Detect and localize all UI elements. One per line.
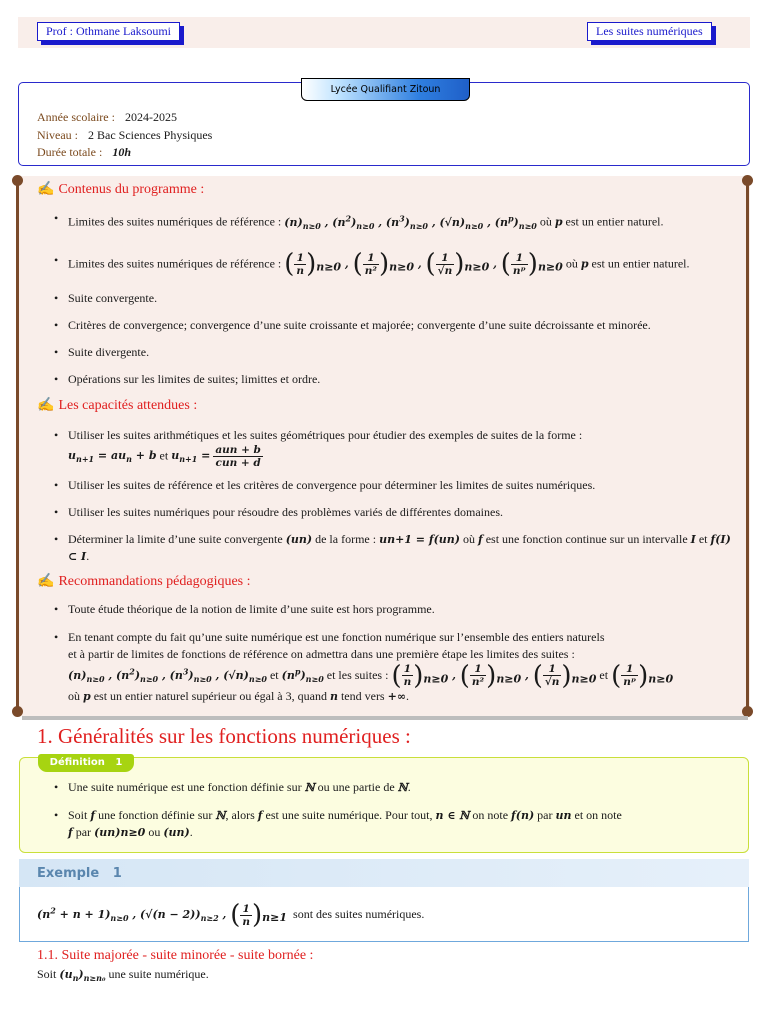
item-text: Utiliser les suites arithmétiques et les suites géométriques pour étudier des exemples de suites de la forme :: [68, 428, 583, 442]
item-text: ou: [145, 825, 164, 839]
list-item: [68, 249, 731, 279]
math-sequences-row: $(n)_{n\ge 0}$ , $(n^2)_{n\ge 0}$ , $(n^3)_{n\ge 0}$ , $(√n)_{n\ge 0}$ et $(n^p)_{n\ge 0}$ et les suites : ( $\frac{1}{n}$ )$_{n\ge 0}$ , ( $\frac{1}{\text{n²}}$ )$_{n\ge 0}$ , ( $\frac{1}{√n}$ )$_{n\ge 0}$ et ( $\frac{1}{\text{nᵖ}}$ )$_{n\ge 0}$: [68, 660, 674, 691]
info-year: [37, 109, 212, 127]
fraction-numerator: aun + b: [215, 444, 261, 456]
item-text: où: [68, 689, 83, 704]
item-text: Limites des suites numériques de référence :: [68, 256, 285, 271]
math-n: n: [329, 690, 338, 704]
paren-open: (: [230, 900, 241, 930]
math-un: (un): [163, 826, 190, 839]
math-un-sequence-n0: $(u_n)_{n\ge n_0}$: [59, 968, 106, 984]
section-capacities-title: [37, 397, 197, 414]
item-text: on note: [469, 808, 512, 822]
math-example-sequences: $(n^2 + n + 1)_{n\ge 0}$ , $(√(n - 2))_{n\ge 2}$ ,: [37, 905, 231, 923]
item-text: et on note: [571, 808, 622, 822]
item-text: et: [599, 667, 609, 682]
example-body: $(n^2 + n + 1)_{n\ge 0}$ , $(√(n - 2))_{n\ge 2}$ , ( $\frac{1}{n}$ )$_{n\ge 1}$ sont des suites numériques.: [37, 900, 425, 930]
item-text: ou une partie de: [314, 780, 398, 794]
list-item: • Toute étude théorique de la notion de limite d’une suite est hors programme.: [68, 601, 731, 618]
rail-dot-top-left: [12, 175, 23, 186]
math-f-of-I: f(I) ⊂ I: [68, 533, 731, 563]
item-text: , alors: [225, 808, 258, 822]
list-item: • Critères de convergence; convergence d’une suite croissante et majorée; convergente d’une suite décroissante et minorée.: [68, 317, 731, 334]
math-p: p: [554, 215, 563, 229]
item-text: est un entier naturel supérieur ou égal à 3, quand: [90, 689, 330, 704]
item-text: est un entier naturel.: [562, 214, 664, 229]
item-text: où: [536, 214, 555, 229]
item-text: tend vers: [337, 689, 388, 704]
item-text: de la forme :: [312, 532, 380, 546]
rail-dot-top-right: [742, 175, 753, 186]
subsection-title: 1.1. Suite majorée - suite minorée - suite bornée :: [37, 948, 314, 963]
item-text: une suite numérique.: [105, 967, 209, 981]
math-reference-sequences: $(n)_{n\ge 0}$ , $(n^2)_{n\ge 0}$ , $(n^3)_{n\ge 0}$ , $(√n)_{n\ge 0}$ , $(n^p)_{n\ge 0}$: [284, 213, 537, 231]
writing-hand-icon: ✍: [37, 182, 55, 197]
example-tail-text: sont des suites numériques.: [293, 906, 425, 921]
panel-rail-left: [16, 181, 19, 711]
item-text: par: [534, 808, 556, 822]
item-text: En tenant compte du fait qu’une suite numérique est une fonction numérique sur l’ensemble des entiers naturels: [68, 630, 605, 644]
section-recommendations-title: [37, 573, 251, 590]
item-text: et: [159, 448, 169, 463]
list-item: • Utiliser les suites numériques pour résoudre des problèmes variés de différentes domaines.: [68, 504, 731, 521]
definition-tag: Définition 1: [38, 754, 134, 772]
math-f: f: [90, 809, 96, 822]
item-text: est une suite numérique. Pour tout,: [262, 808, 436, 822]
item-text: .: [406, 689, 409, 704]
item-text: Soit: [37, 967, 60, 981]
chapter-title: 1. Généralités sur les fonctions numériques :: [37, 724, 411, 748]
item-text: où: [459, 532, 478, 546]
math-naturals: ℕ: [397, 781, 408, 794]
math-f: f: [68, 826, 73, 839]
recommendations-title-text: Recommandations pédagogiques :: [58, 574, 251, 589]
list-item: [68, 210, 731, 235]
math-un: (un): [285, 533, 313, 546]
math-un-sequence: (un)n≥0: [94, 826, 146, 839]
math-infinity: +∞: [387, 690, 406, 704]
list-item: • Suite divergente.: [68, 344, 731, 361]
math-recurrence-affine: $u_{n+1} = au_n + b$: [68, 449, 157, 465]
math-f: f: [477, 533, 483, 546]
info-duration: [37, 144, 212, 162]
example-header: [19, 859, 749, 887]
item-text: Soit: [68, 808, 91, 822]
item-text: est un entier naturel.: [588, 256, 690, 271]
math-p: p: [580, 257, 589, 271]
level-value: 2 Bac Sciences Physiques: [88, 127, 213, 142]
item-text: .: [86, 549, 90, 563]
item-text: Limites des suites numériques de référence :: [68, 214, 285, 229]
level-label: Niveau :: [37, 127, 78, 142]
subsection-intro: [37, 967, 209, 983]
duration-value: 10h: [112, 145, 131, 159]
school-name: Lycée Qualifiant Zitoun: [301, 78, 470, 101]
panel-rail-right: [746, 181, 749, 711]
math-naturals: ℕ: [215, 809, 226, 822]
item-text: Déterminer la limite d’une suite convergente: [68, 532, 286, 546]
list-item: • Opérations sur les limites de suites; limittes et ordre.: [68, 371, 731, 388]
list-item: • Utiliser les suites de référence et les critères de convergence pour déterminer les limites de suites numériques.: [68, 477, 731, 494]
item-text: et les suites :: [326, 667, 389, 682]
math-f: f: [257, 809, 263, 822]
math-reciprocal-sequences: ( $\frac{1}{n}$ )$_{n\ge 0}$ , ( $\frac{1}{\text{n²}}$ )$_{n\ge 0}$ , ( $\frac{1}{√n}$ )$_{n\ge 0}$ , ( $\frac{1}{\text{nᵖ}}$ )$_{n\ge 0}$: [284, 249, 563, 279]
list-item: [68, 427, 731, 469]
item-text: .: [189, 825, 193, 839]
math-I: I: [690, 533, 696, 546]
math-n-in-N: n ∈ ℕ: [435, 809, 470, 822]
paren-close: ): [252, 900, 263, 930]
example-title: Exemple 1: [37, 866, 122, 881]
item-text: est une fonction continue sur un intervalle: [482, 532, 691, 546]
fraction-denominator: cun + d: [215, 457, 261, 469]
math-homographic-fraction: [213, 444, 263, 469]
list-item: [68, 779, 731, 796]
item-text: où: [565, 256, 581, 271]
math-un: un: [555, 809, 572, 822]
panel-shadow: [22, 716, 748, 720]
author-tag: Prof : Othmane Laksoumi: [37, 22, 180, 41]
item-text: et: [269, 667, 279, 682]
course-info: [37, 109, 212, 162]
math-f-of-n: f(n): [511, 809, 535, 822]
topic-tag: Les suites numériques: [587, 22, 712, 41]
list-item: • Suite convergente.: [68, 290, 731, 307]
list-item: [68, 807, 731, 841]
item-text: et: [695, 532, 711, 546]
item-text: .: [407, 780, 411, 794]
math-p: p: [83, 690, 91, 704]
item-text: Une suite numérique est une fonction définie sur: [68, 780, 305, 794]
list-item: [68, 531, 731, 565]
item-text: une fonction définie sur: [95, 808, 216, 822]
item-text: et à partir de limites de fonctions de référence on admettra dans une première étape les limites des suites :: [68, 647, 575, 661]
capacities-title-text: Les capacités attendues :: [58, 398, 198, 413]
writing-hand-icon: ✍: [37, 398, 55, 413]
list-item: [68, 629, 731, 705]
math-fraction: $\frac{1}{n}$: [242, 902, 250, 928]
math-naturals: ℕ: [304, 781, 315, 794]
math-recurrence-homographic: $u_{n+1}$ =: [171, 449, 211, 465]
info-level: [37, 127, 212, 145]
item-text: par: [72, 825, 95, 839]
duration-label: Durée totale :: [37, 145, 103, 159]
year-value: 2024-2025: [124, 110, 177, 124]
math-recurrence-f: un+1 = f(un): [379, 533, 460, 546]
writing-hand-icon: ✍: [37, 574, 55, 589]
section-contents-title: [37, 181, 204, 198]
contents-title-text: Contenus du programme :: [58, 182, 205, 197]
year-label: Année scolaire :: [37, 110, 115, 124]
